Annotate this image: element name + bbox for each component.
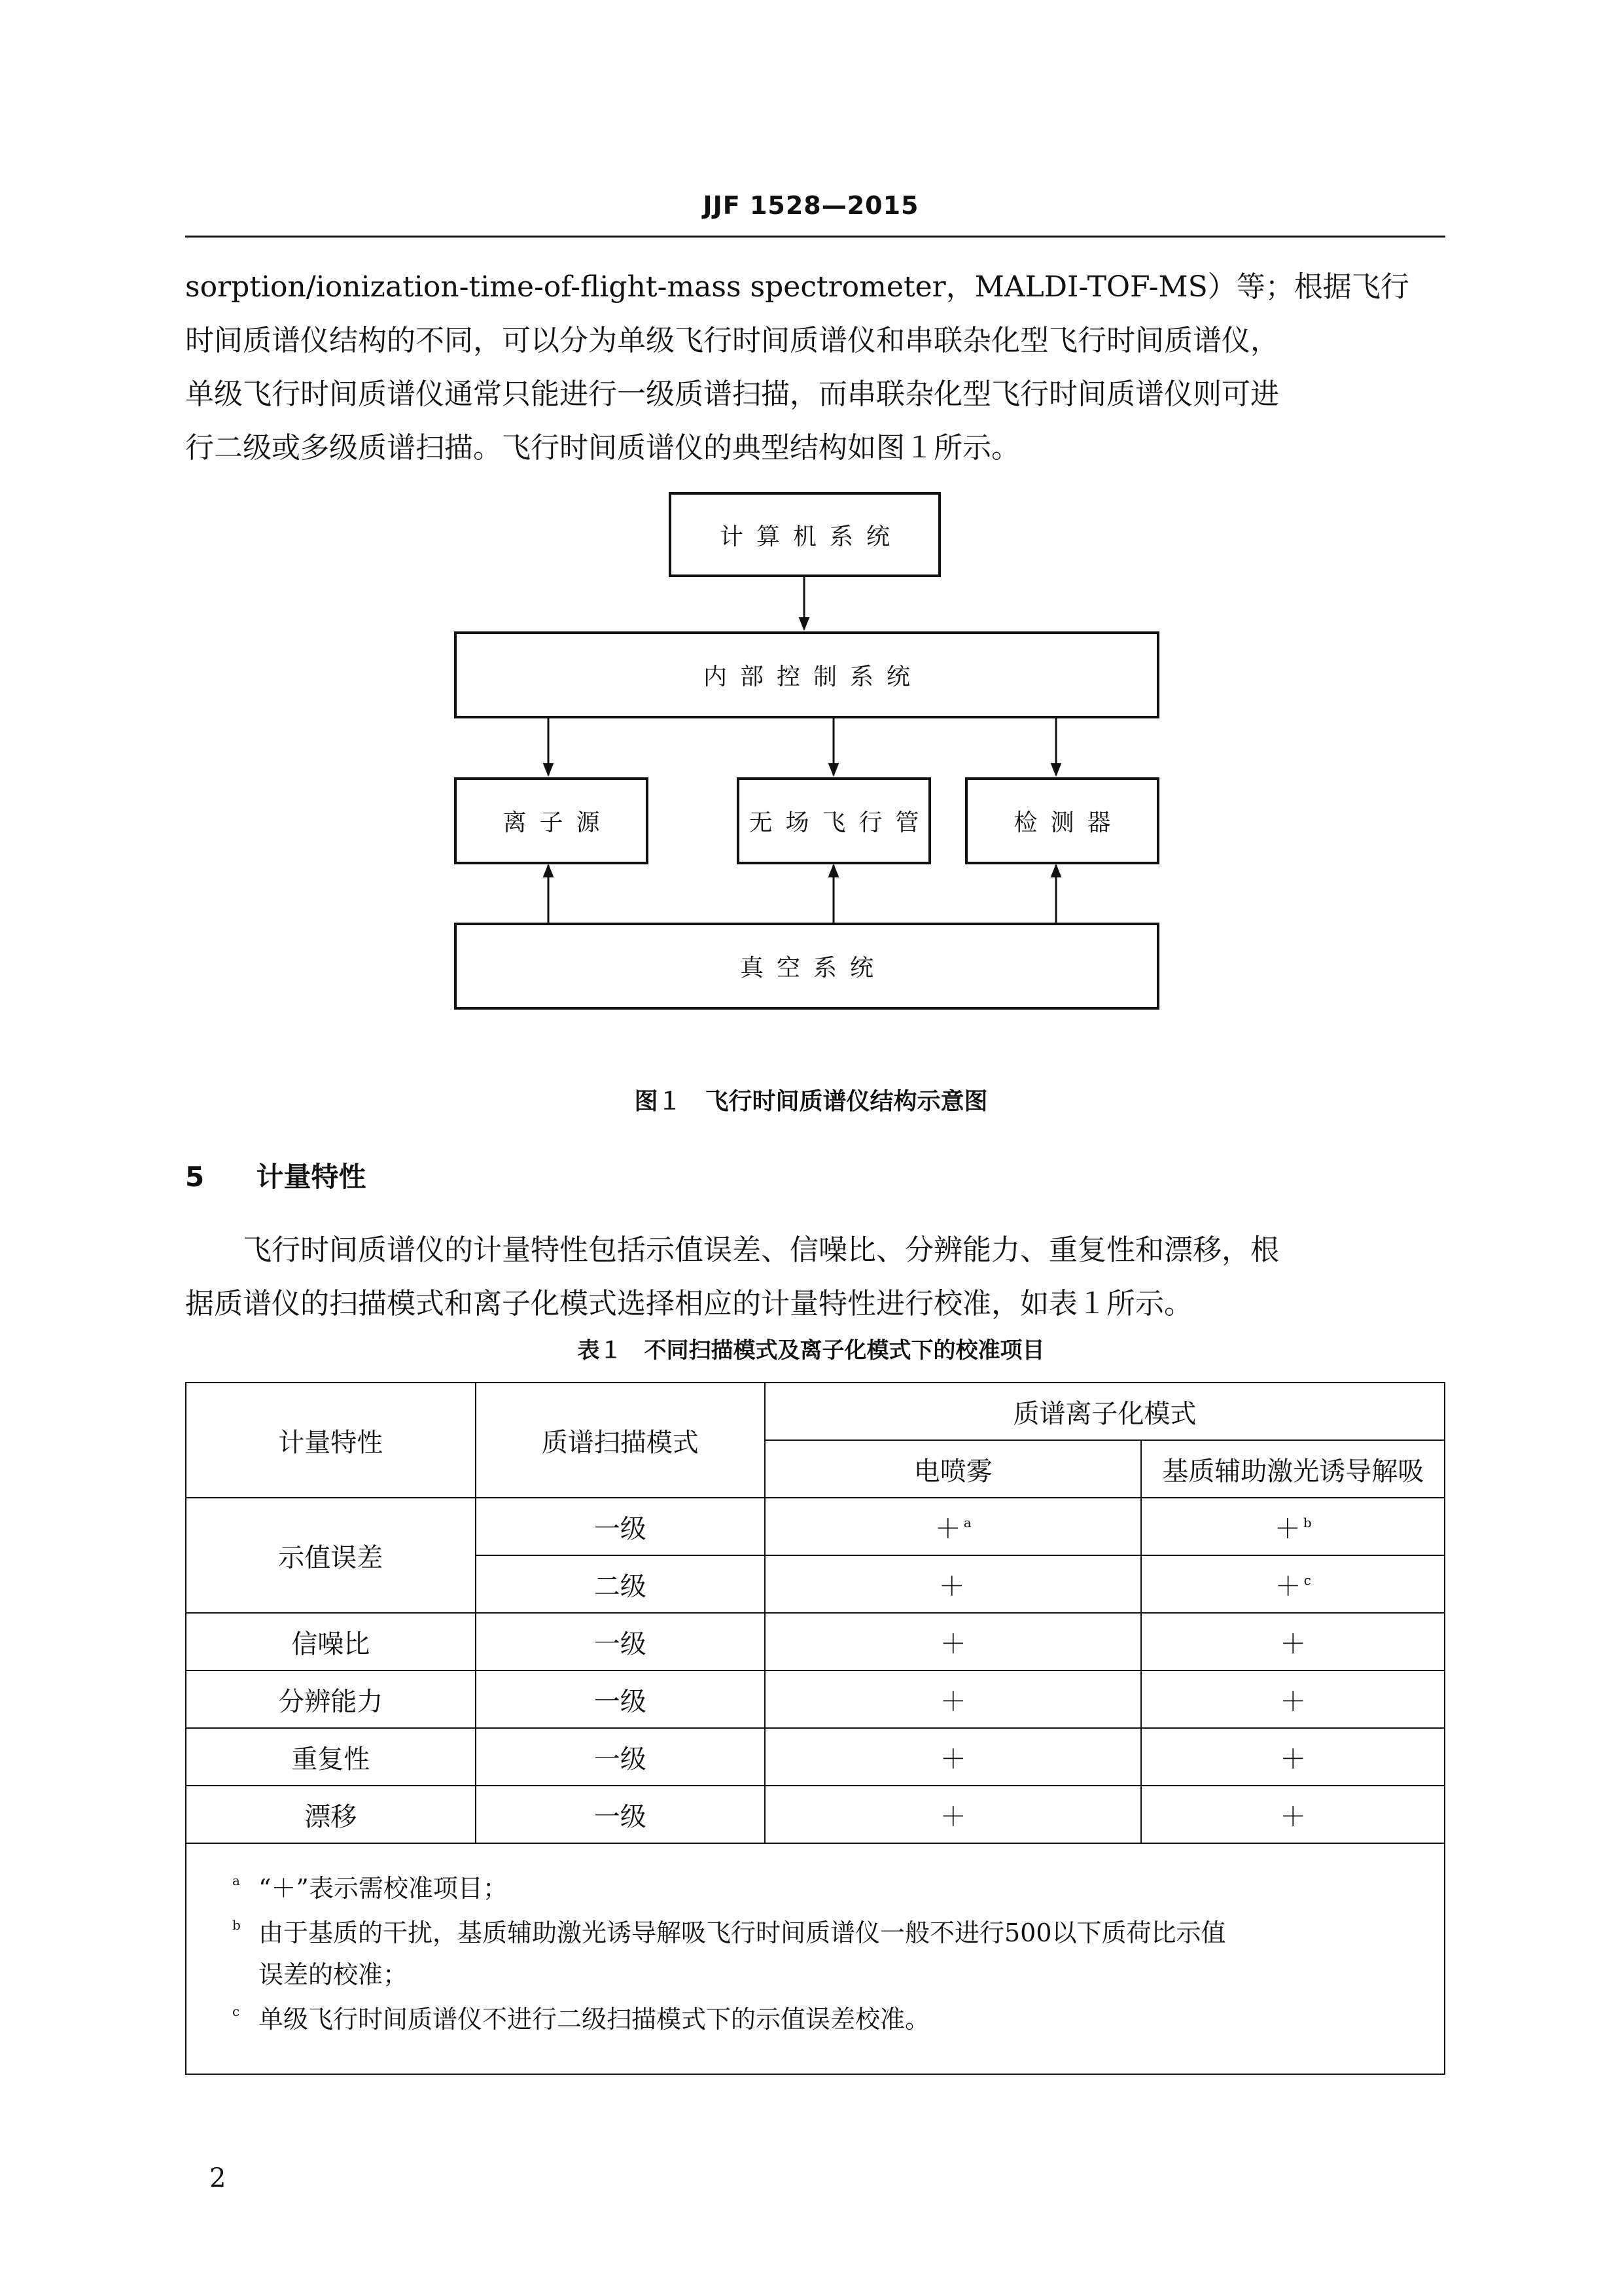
- cell-scan: 一级: [476, 1786, 766, 1843]
- section-heading: [185, 1156, 366, 1195]
- cell-scan: 二级: [476, 1555, 766, 1613]
- table-header-row: [186, 1383, 1445, 1440]
- table-row: [186, 1728, 1445, 1786]
- footnote-a: [232, 1867, 1423, 1909]
- cell-maldi: ＋: [1141, 1786, 1445, 1843]
- cell-maldi: ＋ $^c$: [1141, 1555, 1445, 1613]
- section-paragraph: [185, 1224, 1445, 1331]
- cell-scan: 一级: [476, 1670, 766, 1728]
- cell-esi: ＋: [765, 1728, 1141, 1786]
- footnote-b: [232, 1912, 1423, 1996]
- table-footnotes: [185, 1843, 1445, 2075]
- box-detector: 检测器: [965, 777, 1159, 864]
- cell-property: 重复性: [186, 1728, 476, 1786]
- text-line: 据质谱仪的扫描模式和离子化模式选择相应的计量特性进行校准，如表１所示。: [185, 1287, 1193, 1320]
- cell-property: 信噪比: [186, 1613, 476, 1670]
- table-row: [186, 1613, 1445, 1670]
- box-ion-source: 离子源: [454, 777, 648, 864]
- footnote-mark: b: [1303, 1514, 1312, 1530]
- cell-property: 漂移: [186, 1786, 476, 1843]
- cell-esi: ＋: [765, 1786, 1141, 1843]
- footnote-text: 单级飞行时间质谱仪不进行二级扫描模式下的示值误差校准。: [258, 2005, 930, 2034]
- header-ionization-mode: 质谱离子化模式: [765, 1383, 1445, 1440]
- table-caption: 表１ 不同扫描模式及离子化模式下的校准项目: [577, 1337, 1045, 1364]
- box-computer-system: 计算机系统: [669, 492, 941, 577]
- footnote-text: “＋”表示需校准项目；: [258, 1874, 508, 1903]
- footnote-mark: b: [232, 1917, 241, 1933]
- text-line: sorption/ionization-time-of-flight-mass spectrometer，MALDI-TOF-MS）等；根据飞行: [185, 270, 1409, 304]
- text-line: 时间质谱仪结构的不同，可以分为单级飞行时间质谱仪和串联杂化型飞行时间质谱仪，: [185, 324, 1279, 357]
- box-field-free-flight-tube: 无场飞行管: [737, 777, 931, 864]
- table-row: [186, 1498, 1445, 1555]
- cell-scan: 一级: [476, 1728, 766, 1786]
- calibration-table: [185, 1382, 1445, 1844]
- box-vacuum-system: 真空系统: [454, 923, 1159, 1010]
- cell-esi: ＋: [765, 1670, 1141, 1728]
- cell-maldi: ＋: [1141, 1728, 1445, 1786]
- box-internal-control: 内部控制系统: [454, 631, 1159, 718]
- header-scan-mode: 质谱扫描模式: [476, 1383, 766, 1498]
- table-row: [186, 1786, 1445, 1843]
- cell-maldi: ＋ $^b$: [1141, 1498, 1445, 1555]
- footnote-mark: a: [232, 1873, 240, 1888]
- section-title: 计量特性: [256, 1161, 366, 1193]
- footnote-text: 误差的校准；: [258, 1960, 408, 1989]
- cell-property: 示值误差: [186, 1498, 476, 1613]
- text-line: 飞行时间质谱仪的计量特性包括示值误差、信噪比、分辨能力、重复性和漂移，根: [243, 1233, 1279, 1267]
- header-esi: 电喷雾: [765, 1440, 1141, 1498]
- header-property: 计量特性: [186, 1383, 476, 1498]
- section-number: 5: [185, 1161, 205, 1193]
- cell-esi: ＋: [765, 1613, 1141, 1670]
- table-row: [186, 1670, 1445, 1728]
- page-number: 2: [209, 2163, 226, 2193]
- cell-scan: 一级: [476, 1613, 766, 1670]
- cell-esi: ＋ $^a$: [765, 1498, 1141, 1555]
- header-maldi: 基质辅助激光诱导解吸: [1141, 1440, 1445, 1498]
- footnote-mark: a: [963, 1514, 972, 1530]
- cell-scan: 一级: [476, 1498, 766, 1555]
- cell-maldi: ＋: [1141, 1670, 1445, 1728]
- cell-esi: ＋: [765, 1555, 1141, 1613]
- page-header: JJF 1528—2015: [703, 191, 919, 220]
- footnote-mark: c: [1303, 1572, 1311, 1588]
- cell-maldi: ＋: [1141, 1613, 1445, 1670]
- figure-caption: 图１ 飞行时间质谱仪结构示意图: [634, 1088, 988, 1115]
- text-line: 单级飞行时间质谱仪通常只能进行一级质谱扫描，而串联杂化型飞行时间质谱仪则可进: [185, 378, 1279, 411]
- cell-property: 分辨能力: [186, 1670, 476, 1728]
- text-line: 行二级或多级质谱扫描。飞行时间质谱仪的典型结构如图１所示。: [185, 431, 1020, 465]
- footnote-text: 由于基质的干扰，基质辅助激光诱导解吸飞行时间质谱仪一般不进行500以下质荷比示值: [258, 1918, 1226, 1947]
- footnote-mark: c: [232, 2004, 240, 2019]
- footnote-c: [232, 1998, 1423, 2040]
